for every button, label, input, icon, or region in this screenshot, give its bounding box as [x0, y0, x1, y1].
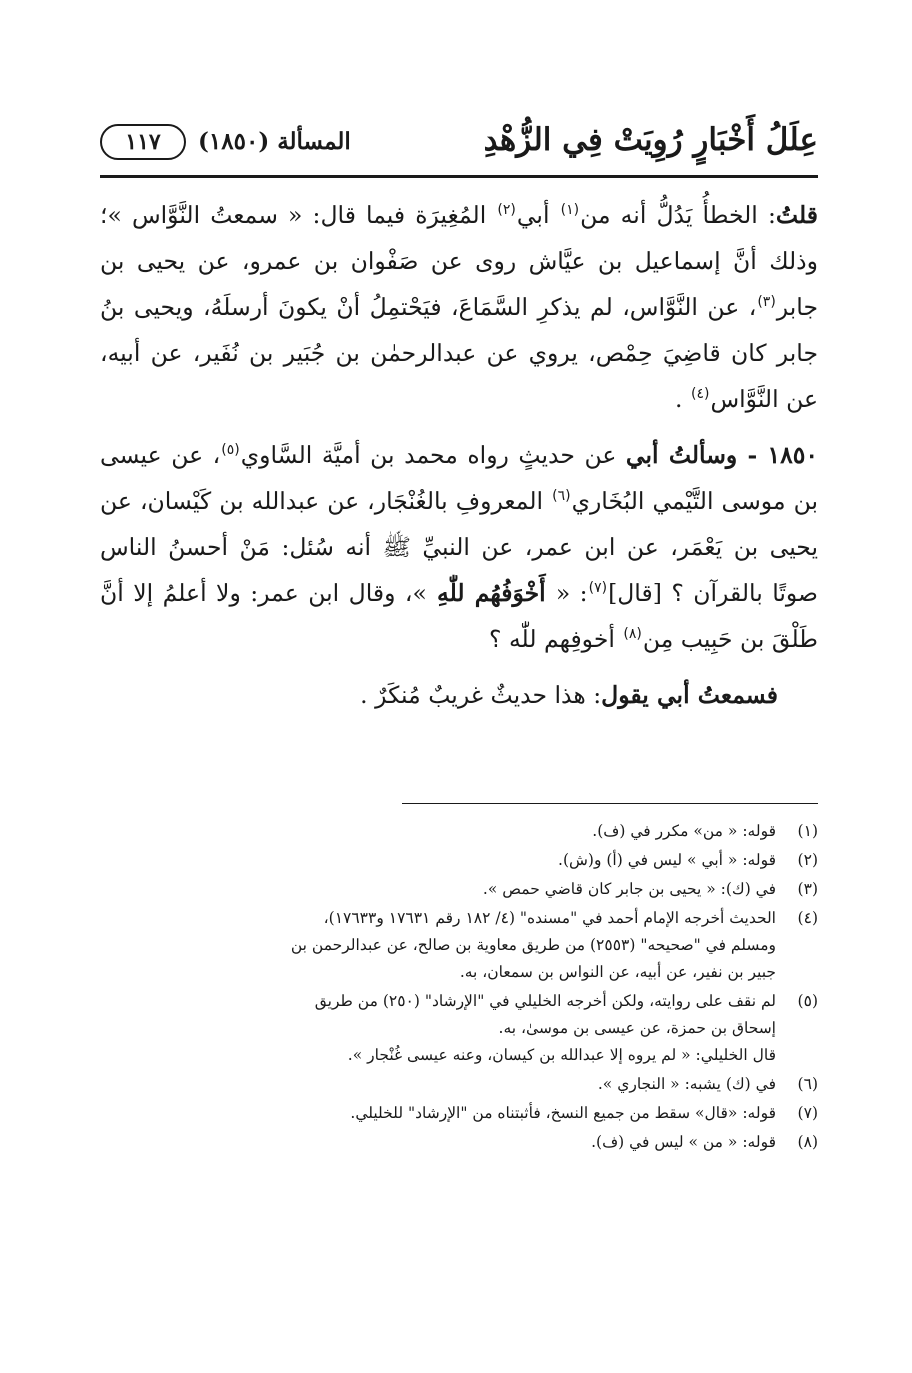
header-divider [100, 175, 818, 178]
book-title: عِلَلُ أَخْبَارٍ رُوِيَتْ فِي الزُّهْدِ [483, 122, 818, 158]
footnote-text [100, 988, 776, 1069]
lead-phrase: فسمعتُ أبي يقول [601, 681, 778, 709]
text-run: ، عن النَّوَّاس، لم يذكرِ السَّمَاعَ، فيَحْتمِلُ أنْ يكونَ أرسلَهُ، ويحيى بنُ جابر كان قاضِيَ حِمْص، يروي عن عبدالرحمٰن بن جُبَير بن نُفَير، عن أبيه، عن النَّوَّاس [100, 293, 818, 413]
footnote-ref-7: (٧) [588, 580, 608, 597]
footnote-text [100, 1100, 776, 1127]
footnote-text [100, 876, 776, 903]
footnote-8 [100, 1129, 818, 1156]
bold-quote: أَخْوَفُهُم للّٰهِ [426, 579, 556, 607]
footnotes [100, 818, 818, 1156]
text-run: : الخطأُ يَدُلُّ أنه من [580, 201, 776, 229]
footnote-5 [100, 988, 818, 1069]
footnote-ref-2: (٢) [497, 202, 516, 219]
paragraph-issue-1850 [100, 432, 818, 662]
footnote-text [100, 818, 776, 845]
footnote-line: قوله: « أبي » ليس في (أ) و(ش). [558, 851, 776, 869]
lead-word: قلتُ [775, 201, 818, 229]
text-run: . [675, 385, 690, 413]
footnote-text [100, 905, 776, 986]
footnote-4 [100, 905, 818, 986]
text-run: »، وقال ابن عمر: ولا أعلمُ إلا أنَّ طَلْقَ بن حَبِيب مِن [100, 579, 818, 653]
footnote-line: جبير بن نفير، عن أبيه، عن النواس بن سمعان، به. [459, 963, 776, 981]
footnote-number: (٦) [797, 1075, 818, 1093]
footnote-text [100, 1129, 776, 1156]
footnote-2 [100, 847, 818, 874]
footnote-number: (٢) [797, 851, 818, 869]
text-run: المُغِيرَة فيما قال: « سمعتُ النَّوَّاس »؛ وذلك أنَّ إسماعيل بن عيَّاش روى عن صَفْوان بن عمرو، عن يحيى بن جابر [100, 201, 818, 321]
footnote-number: (٣) [797, 880, 818, 898]
issue-label: المسألة (١٨٥٠) [198, 128, 351, 155]
footnote-line: في (ك) يشبه: « النجاري ». [597, 1075, 776, 1093]
text-run: ، عن عيسى بن موسى التَّيْمي البُخَاري [100, 441, 818, 515]
footnote-line: إسحاق بن حمزة، عن عيسى بن موسىٰ، به. [498, 1019, 776, 1037]
footnote-ref-4: (٤) [691, 386, 710, 403]
footnote-1 [100, 818, 818, 845]
footnote-7 [100, 1100, 818, 1127]
paragraph-qultu [100, 192, 818, 422]
footnote-ref-1: (١) [560, 202, 580, 219]
footnote-number: (٤) [797, 909, 818, 927]
footnote-6 [100, 1071, 818, 1098]
page-number: ١١٧ [100, 124, 186, 160]
footnote-text [100, 1071, 776, 1098]
text-run: أبي [516, 201, 560, 229]
footnote-line: ومسلم في "صحيحه" (٢٥٥٣) من طريق معاوية بن صالح، عن عبدالرحمن بن [290, 936, 776, 954]
text-run: : « [555, 579, 588, 607]
running-header [100, 118, 818, 170]
text-run: : هذا حديثٌ غريبٌ مُنكَرٌ . [360, 681, 602, 709]
footnote-ref-3: (٣) [757, 294, 776, 311]
footnote-ref-8: (٨) [623, 626, 642, 643]
issue-lead: ١٨٥٠ - وسألتُ أبي [625, 441, 819, 469]
footnote-line: الحديث أخرجه الإمام أحمد في "مسنده" (٤/ ١٨٢ رقم ١٧٦٣١ و١٧٦٣٣)، [323, 909, 776, 927]
paragraph-verdict [100, 672, 818, 718]
footnote-ref-5: (٥) [221, 442, 240, 459]
text-run: المعروفِ بالغُنْجَار، عن عبدالله بن كَيْسان، عن يحيى بن يَعْمَر، عن ابن عمر، عن النبيِّ ﷺ أنه سُئل: مَنْ أحسنُ الناس صوتًا بالقرآن ؟ [قال] [100, 487, 819, 607]
footnote-number: (٨) [797, 1133, 818, 1151]
footnote-text [100, 847, 776, 874]
footnote-line: قوله: « من» مكرر في (ف). [592, 822, 776, 840]
text-run: عن حديثٍ رواه محمد بن أميَّة السَّاوي [240, 441, 626, 469]
footnote-line: لم نقف على روايته، ولكن أخرجه الخليلي في "الإرشاد" (٢٥٠) من طريق [314, 992, 776, 1010]
footnote-line: قوله: «قال» سقط من جميع النسخ، فأثبتناه من "الإرشاد" للخليلي. [350, 1104, 776, 1122]
footnote-3 [100, 876, 818, 903]
footnote-number: (١) [797, 822, 818, 840]
footnote-line: في (ك): « يحيى بن جابر كان قاضي حمص ». [482, 880, 776, 898]
footnote-number: (٧) [797, 1104, 818, 1122]
footnote-line: قوله: « من » ليس في (ف). [591, 1133, 776, 1151]
footnote-line: قال الخليلي: « لم يروه إلا عبدالله بن كيسان، وعنه عيسى غُنْجار ». [347, 1046, 776, 1064]
footnote-number: (٥) [797, 992, 818, 1010]
text-run: أخوفِهم للّٰه ؟ [489, 625, 623, 653]
main-text [100, 192, 818, 718]
footnote-ref-6: (٦) [552, 488, 571, 505]
footnote-divider [402, 803, 818, 804]
